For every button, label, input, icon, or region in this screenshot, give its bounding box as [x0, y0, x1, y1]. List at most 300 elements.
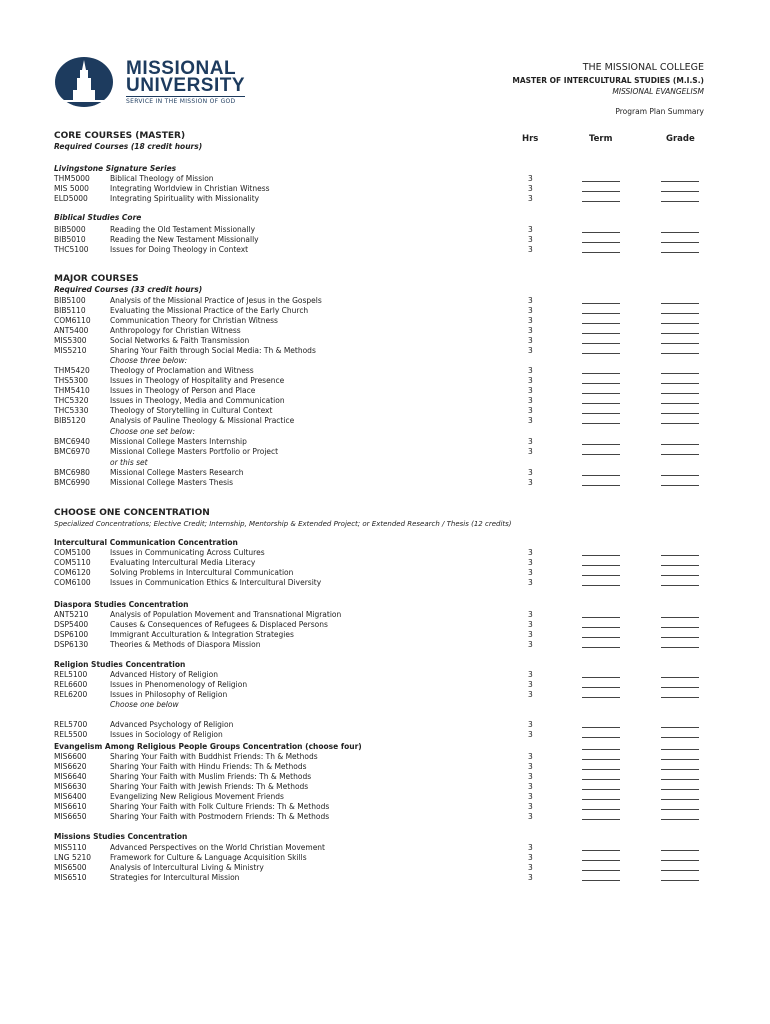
- course-hrs: 3: [528, 376, 533, 385]
- college-name: THE MISSIONAL COLLEGE: [582, 62, 704, 73]
- course-row: [0, 326, 770, 336]
- grade-field[interactable]: [661, 444, 699, 445]
- course-code: MIS6610: [54, 802, 87, 811]
- course-row: [0, 174, 770, 184]
- course-hrs: 3: [528, 447, 533, 456]
- course-code: COM6110: [54, 316, 91, 325]
- grade-field[interactable]: [661, 585, 699, 586]
- course-title: Social Networks & Faith Transmission: [110, 336, 250, 345]
- course-row: [0, 772, 770, 782]
- grade-field[interactable]: [661, 809, 699, 810]
- course-title: Causes & Consequences of Refugees & Displaced Persons: [110, 620, 328, 629]
- grade-field[interactable]: [661, 343, 699, 344]
- course-hrs: 3: [528, 296, 533, 305]
- course-hrs: 3: [528, 752, 533, 761]
- term-field[interactable]: [582, 201, 620, 202]
- course-hrs: 3: [528, 336, 533, 345]
- concentration-subtitle: Specialized Concentrations; Elective Credit; Internship, Mentorship & Extended Project; or Extended Research / Thesis (12 credits): [54, 520, 512, 528]
- course-row: [0, 792, 770, 802]
- term-field[interactable]: [582, 737, 620, 738]
- term-field[interactable]: [582, 303, 620, 304]
- course-code: THM5410: [54, 386, 90, 395]
- group-heading: Biblical Studies Core: [54, 213, 142, 222]
- course-title: Sharing Your Faith with Jewish Friends: Th & Methods: [110, 782, 309, 791]
- grade-field[interactable]: [661, 850, 699, 851]
- grade-field[interactable]: [661, 575, 699, 576]
- term-field[interactable]: [582, 475, 620, 476]
- course-code: BMC6980: [54, 468, 90, 477]
- course-code: COM5110: [54, 558, 91, 567]
- group-heading: Livingstone Signature Series: [54, 164, 177, 173]
- course-row: [0, 396, 770, 406]
- course-title: Missional College Masters Internship: [110, 437, 247, 446]
- grade-field[interactable]: [661, 323, 699, 324]
- choose-three-note: Choose three below:: [110, 356, 188, 365]
- grade-field[interactable]: [661, 201, 699, 202]
- course-title: Missional College Masters Thesis: [110, 478, 233, 487]
- course-hrs: 3: [528, 245, 533, 254]
- course-code: BIB5120: [54, 416, 86, 425]
- course-title: Integrating Worldview in Christian Witness: [110, 184, 270, 193]
- term-field[interactable]: [582, 575, 620, 576]
- logo-line2: UNIVERSITY: [126, 75, 246, 96]
- term-field[interactable]: [582, 637, 620, 638]
- course-code: MIS6510: [54, 873, 87, 882]
- course-row: [0, 194, 770, 204]
- course-title: Solving Problems in Intercultural Communication: [110, 568, 294, 577]
- course-hrs: 3: [528, 416, 533, 425]
- course-hrs: 3: [528, 406, 533, 415]
- choose-set-note: Choose one set below:: [110, 427, 195, 436]
- course-code: MIS6600: [54, 752, 87, 761]
- course-code: BIB5100: [54, 296, 86, 305]
- course-title: Missional College Masters Portfolio or Project: [110, 447, 279, 456]
- term-field[interactable]: [582, 769, 620, 770]
- grade-field[interactable]: [661, 303, 699, 304]
- course-row: [0, 336, 770, 346]
- course-code: MIS5210: [54, 346, 87, 355]
- term-field[interactable]: [582, 759, 620, 760]
- term-field[interactable]: [582, 555, 620, 556]
- course-hrs: 3: [528, 670, 533, 679]
- course-row: [0, 853, 770, 863]
- term-field[interactable]: [582, 413, 620, 414]
- term-field[interactable]: [582, 565, 620, 566]
- course-code: THC5100: [54, 245, 89, 254]
- term-field[interactable]: [582, 799, 620, 800]
- term-field[interactable]: [582, 779, 620, 780]
- grade-field[interactable]: [661, 423, 699, 424]
- course-title: Analysis of Population Movement and Transnational Migration: [110, 610, 342, 619]
- course-row: [0, 782, 770, 792]
- grade-field[interactable]: [661, 637, 699, 638]
- course-title: Sharing Your Faith through Social Media: Th & Methods: [110, 346, 316, 355]
- university-logo: [54, 56, 114, 108]
- course-title: Theology of Proclamation and Witness: [110, 366, 254, 375]
- course-code: MIS6620: [54, 762, 87, 771]
- course-code: COM6100: [54, 578, 91, 587]
- course-title: Sharing Your Faith with Postmodern Friends: Th & Methods: [110, 812, 330, 821]
- course-hrs: 3: [528, 316, 533, 325]
- course-hrs: 3: [528, 812, 533, 821]
- course-code: BMC6940: [54, 437, 90, 446]
- term-field[interactable]: [582, 333, 620, 334]
- course-row: [0, 376, 770, 386]
- course-row: [0, 640, 770, 650]
- course-hrs: 3: [528, 640, 533, 649]
- course-code: BMC6990: [54, 478, 90, 487]
- grade-field[interactable]: [661, 727, 699, 728]
- course-row: [0, 762, 770, 772]
- grade-field[interactable]: [661, 617, 699, 618]
- course-title: Theories & Methods of Diaspora Mission: [110, 640, 261, 649]
- course-row: [0, 225, 770, 235]
- course-title: Framework for Culture & Language Acquisition Skills: [110, 853, 307, 862]
- course-hrs: 3: [528, 306, 533, 315]
- blank-row: [0, 742, 770, 752]
- course-hrs: 3: [528, 366, 533, 375]
- concentration-title: CHOOSE ONE CONCENTRATION: [54, 508, 210, 518]
- course-title: Reading the Old Testament Missionally: [110, 225, 256, 234]
- term-field[interactable]: [582, 252, 620, 253]
- course-code: MIS6630: [54, 782, 87, 791]
- course-code: BMC6970: [54, 447, 90, 456]
- course-title: Advanced Perspectives on the World Christian Movement: [110, 843, 326, 852]
- course-title: Issues in Theology, Media and Communication: [110, 396, 285, 405]
- grade-field[interactable]: [661, 232, 699, 233]
- course-row: [0, 406, 770, 416]
- major-title: MAJOR COURSES: [54, 274, 139, 284]
- course-row: [0, 863, 770, 873]
- course-hrs: 3: [528, 548, 533, 557]
- course-row: [0, 235, 770, 245]
- course-code: DSP6130: [54, 640, 89, 649]
- course-row: [0, 558, 770, 568]
- concentration-section-header: [54, 508, 512, 529]
- course-code: THS5300: [54, 376, 89, 385]
- course-title: Issues in Theology of Hospitality and Presence: [110, 376, 285, 385]
- logo-line1: MISSIONAL: [126, 58, 237, 79]
- course-hrs: 3: [528, 578, 533, 587]
- course-row: [0, 437, 770, 447]
- course-title: Issues in Philosophy of Religion: [110, 690, 228, 699]
- grade-field[interactable]: [661, 373, 699, 374]
- grade-field[interactable]: [661, 880, 699, 881]
- course-title: Evangelizing New Religious Movement Friends: [110, 792, 284, 801]
- course-row: [0, 578, 770, 588]
- course-hrs: 3: [528, 225, 533, 234]
- course-code: ELD5000: [54, 194, 88, 203]
- course-hrs: 3: [528, 630, 533, 639]
- course-title: Sharing Your Faith with Hindu Friends: Th & Methods: [110, 762, 307, 771]
- term-field[interactable]: [582, 809, 620, 810]
- col-header-grade: Grade: [666, 134, 695, 144]
- term-field[interactable]: [582, 383, 620, 384]
- grade-field[interactable]: [661, 627, 699, 628]
- grade-field[interactable]: [661, 252, 699, 253]
- grade-field[interactable]: [661, 737, 699, 738]
- term-field[interactable]: [582, 242, 620, 243]
- group-heading: Evangelism Among Religious People Groups Concentration (choose four): [54, 742, 362, 751]
- term-field[interactable]: [582, 191, 620, 192]
- term-field[interactable]: [582, 181, 620, 182]
- course-hrs: 3: [528, 386, 533, 395]
- course-row: [0, 184, 770, 194]
- term-field[interactable]: [582, 232, 620, 233]
- course-row: [0, 548, 770, 558]
- course-row: [0, 843, 770, 853]
- core-section-header: [54, 131, 202, 152]
- group-heading: Intercultural Communication Concentration: [54, 538, 238, 547]
- course-code: REL5500: [54, 730, 88, 739]
- grade-field[interactable]: [661, 647, 699, 648]
- grade-field[interactable]: [661, 475, 699, 476]
- course-code: MIS6640: [54, 772, 87, 781]
- course-title: Analysis of Pauline Theology & Missional Practice: [110, 416, 295, 425]
- course-code: ANT5210: [54, 610, 89, 619]
- term-field[interactable]: [582, 343, 620, 344]
- term-field[interactable]: [582, 313, 620, 314]
- course-hrs: 3: [528, 468, 533, 477]
- course-code: THC5330: [54, 406, 89, 415]
- grade-field[interactable]: [661, 313, 699, 314]
- course-code: REL5700: [54, 720, 88, 729]
- logo-tagline: SERVICE IN THE MISSION OF GOD: [126, 96, 245, 105]
- course-title: Sharing Your Faith with Muslim Friends: Th & Methods: [110, 772, 312, 781]
- course-code: BIB5110: [54, 306, 86, 315]
- term-field[interactable]: [582, 727, 620, 728]
- grade-field[interactable]: [661, 242, 699, 243]
- course-row: [0, 416, 770, 426]
- course-row: [0, 620, 770, 630]
- track-name: MISSIONAL EVANGELISM: [612, 87, 704, 96]
- term-field[interactable]: [582, 444, 620, 445]
- course-row: [0, 468, 770, 478]
- logo-wordmark: [126, 60, 245, 105]
- course-code: REL6600: [54, 680, 88, 689]
- term-field[interactable]: [582, 617, 620, 618]
- term-field[interactable]: [582, 323, 620, 324]
- grade-field[interactable]: [661, 697, 699, 698]
- term-field[interactable]: [582, 860, 620, 861]
- grade-field[interactable]: [661, 819, 699, 820]
- course-title: Immigrant Acculturation & Integration Strategies: [110, 630, 294, 639]
- course-hrs: 3: [528, 437, 533, 446]
- grade-field[interactable]: [661, 677, 699, 678]
- course-hrs: 3: [528, 843, 533, 852]
- grade-field[interactable]: [661, 789, 699, 790]
- grade-field[interactable]: [661, 565, 699, 566]
- term-field[interactable]: [582, 819, 620, 820]
- grade-field[interactable]: [661, 393, 699, 394]
- term-field[interactable]: [582, 789, 620, 790]
- course-row: [0, 630, 770, 640]
- grade-field[interactable]: [661, 383, 699, 384]
- course-title: Biblical Theology of Mission: [110, 174, 214, 183]
- course-row: [0, 873, 770, 883]
- course-code: MIS5300: [54, 336, 87, 345]
- course-title: Issues in Communication Ethics & Intercultural Diversity: [110, 578, 322, 587]
- term-field[interactable]: [582, 749, 620, 750]
- course-hrs: 3: [528, 873, 533, 882]
- course-title: Sharing Your Faith with Folk Culture Friends: Th & Methods: [110, 802, 330, 811]
- course-code: THM5420: [54, 366, 90, 375]
- course-row: [0, 802, 770, 812]
- grade-field[interactable]: [661, 769, 699, 770]
- grade-field[interactable]: [661, 687, 699, 688]
- choose-one-note: Choose one below: [110, 700, 179, 709]
- course-code: MIS6650: [54, 812, 87, 821]
- course-title: Reading the New Testament Missionally: [110, 235, 259, 244]
- course-title: Strategies for Intercultural Mission: [110, 873, 240, 882]
- term-field[interactable]: [582, 423, 620, 424]
- grade-field[interactable]: [661, 485, 699, 486]
- grade-field[interactable]: [661, 353, 699, 354]
- term-field[interactable]: [582, 393, 620, 394]
- course-code: THC5320: [54, 396, 89, 405]
- term-field[interactable]: [582, 880, 620, 881]
- term-field[interactable]: [582, 585, 620, 586]
- term-field[interactable]: [582, 403, 620, 404]
- course-title: Communication Theory for Christian Witness: [110, 316, 278, 325]
- or-set-note: or this set: [110, 458, 148, 467]
- course-title: Advanced History of Religion: [110, 670, 218, 679]
- term-field[interactable]: [582, 687, 620, 688]
- course-hrs: 3: [528, 863, 533, 872]
- course-row: [0, 306, 770, 316]
- course-hrs: 3: [528, 690, 533, 699]
- course-code: REL6200: [54, 690, 88, 699]
- course-hrs: 3: [528, 235, 533, 244]
- term-field[interactable]: [582, 647, 620, 648]
- grade-field[interactable]: [661, 870, 699, 871]
- term-field[interactable]: [582, 677, 620, 678]
- course-title: Theology of Storytelling in Cultural Context: [110, 406, 273, 415]
- course-row: [0, 752, 770, 762]
- course-hrs: 3: [528, 346, 533, 355]
- group-heading: Diaspora Studies Concentration: [54, 600, 189, 609]
- grade-field[interactable]: [661, 191, 699, 192]
- course-title: Issues in Sociology of Religion: [110, 730, 223, 739]
- course-title: Analysis of the Missional Practice of Jesus in the Gospels: [110, 296, 322, 305]
- term-field[interactable]: [582, 850, 620, 851]
- course-row: [0, 610, 770, 620]
- course-code: REL5100: [54, 670, 88, 679]
- course-title: Issues in Theology of Person and Place: [110, 386, 256, 395]
- group-heading: Religion Studies Concentration: [54, 660, 186, 669]
- term-field[interactable]: [582, 870, 620, 871]
- course-row: [0, 346, 770, 356]
- course-code: MIS6500: [54, 863, 87, 872]
- course-title: Issues in Communicating Across Cultures: [110, 548, 265, 557]
- course-hrs: 3: [528, 720, 533, 729]
- course-hrs: 3: [528, 478, 533, 487]
- course-code: DSP6100: [54, 630, 89, 639]
- course-hrs: 3: [528, 680, 533, 689]
- course-title: Sharing Your Faith with Buddhist Friends: Th & Methods: [110, 752, 318, 761]
- term-field[interactable]: [582, 485, 620, 486]
- course-hrs: 3: [528, 610, 533, 619]
- grade-field[interactable]: [661, 333, 699, 334]
- grade-field[interactable]: [661, 779, 699, 780]
- course-hrs: 3: [528, 762, 533, 771]
- course-hrs: 3: [528, 184, 533, 193]
- course-row: [0, 316, 770, 326]
- course-code: COM5100: [54, 548, 91, 557]
- grade-field[interactable]: [661, 403, 699, 404]
- course-title: Advanced Psychology of Religion: [110, 720, 234, 729]
- course-code: THM5000: [54, 174, 90, 183]
- grade-field[interactable]: [661, 555, 699, 556]
- course-row: [0, 296, 770, 306]
- major-section-header: [54, 274, 202, 295]
- col-header-term: Term: [589, 134, 613, 144]
- grade-field[interactable]: [661, 181, 699, 182]
- course-row: [0, 478, 770, 488]
- grade-field[interactable]: [661, 454, 699, 455]
- course-row: [0, 720, 770, 730]
- course-hrs: 3: [528, 792, 533, 801]
- term-field[interactable]: [582, 353, 620, 354]
- term-field[interactable]: [582, 627, 620, 628]
- course-row: [0, 366, 770, 376]
- grade-field[interactable]: [661, 413, 699, 414]
- col-header-hrs: Hrs: [522, 134, 539, 144]
- course-row: [0, 447, 770, 457]
- course-hrs: 3: [528, 568, 533, 577]
- course-row: [0, 568, 770, 578]
- course-hrs: 3: [528, 772, 533, 781]
- course-code: ANT5400: [54, 326, 89, 335]
- course-title: Missional College Masters Research: [110, 468, 244, 477]
- course-row: [0, 690, 770, 700]
- document-title: Program Plan Summary: [615, 107, 704, 116]
- course-hrs: 3: [528, 802, 533, 811]
- course-code: MIS5110: [54, 843, 87, 852]
- group-heading: Missions Studies Concentration: [54, 832, 188, 841]
- course-row: [0, 386, 770, 396]
- course-code: MIS 5000: [54, 184, 89, 193]
- course-title: Integrating Spirituality with Missionality: [110, 194, 260, 203]
- course-hrs: 3: [528, 730, 533, 739]
- course-hrs: 3: [528, 326, 533, 335]
- course-title: Issues in Phenomenology of Religion: [110, 680, 248, 689]
- course-code: MIS6400: [54, 792, 87, 801]
- course-code: LNG 5210: [54, 853, 92, 862]
- grade-field[interactable]: [661, 759, 699, 760]
- core-subtitle: Required Courses (18 credit hours): [54, 142, 203, 151]
- course-hrs: 3: [528, 853, 533, 862]
- core-title: CORE COURSES (MASTER): [54, 131, 186, 141]
- course-code: BIB5000: [54, 225, 86, 234]
- degree-name: MASTER OF INTERCULTURAL STUDIES (M.I.S.): [512, 76, 704, 85]
- term-field[interactable]: [582, 697, 620, 698]
- course-row: [0, 670, 770, 680]
- course-row: [0, 245, 770, 255]
- course-title: Evaluating Intercultural Media Literacy: [110, 558, 256, 567]
- term-field[interactable]: [582, 373, 620, 374]
- course-code: COM6120: [54, 568, 91, 577]
- course-row: [0, 812, 770, 822]
- course-hrs: 3: [528, 558, 533, 567]
- course-hrs: 3: [528, 194, 533, 203]
- term-field[interactable]: [582, 454, 620, 455]
- grade-field[interactable]: [661, 860, 699, 861]
- course-hrs: 3: [528, 782, 533, 791]
- grade-field[interactable]: [661, 749, 699, 750]
- course-row: [0, 680, 770, 690]
- grade-field[interactable]: [661, 799, 699, 800]
